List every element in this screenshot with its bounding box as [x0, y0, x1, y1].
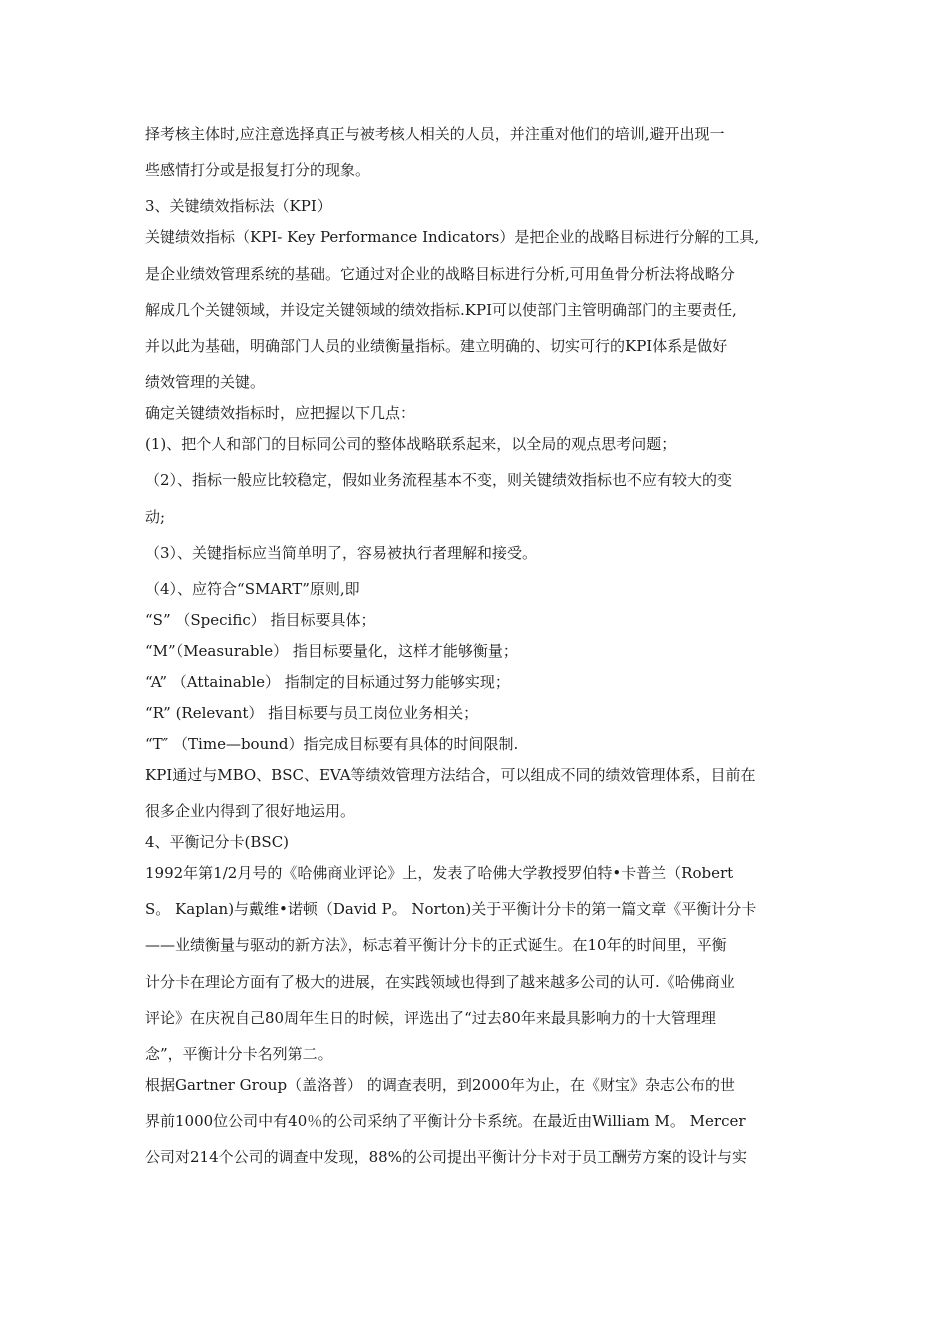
paragraph-line: 公司对214个公司的调查中发现，88%的公司提出平衡计分卡对于员工酬劳方案的设计与实: [145, 1148, 747, 1167]
paragraph-line: 很多企业内得到了很好地运用。: [145, 802, 356, 821]
smart-item-s: “S” （Specific） 指目标要具体；: [145, 610, 376, 629]
paragraph-line: 绩效管理的关键。: [145, 373, 266, 392]
paragraph-line: 些感情打分或是报复打分的现象。: [145, 161, 371, 180]
paragraph-line: 界前1000位公司中有40％的公司采纳了平衡计分卡系统。在最近由William M。 Mercer: [145, 1112, 746, 1131]
list-item: （2）、指标一般应比较稳定，假如业务流程基本不变，则关键绩效指标也不应有较大的变: [145, 471, 733, 490]
list-item: （3）、关键指标应当简单明了，容易被执行者理解和接受。: [145, 543, 538, 562]
paragraph-line: S。 Kaplan)与戴维•诺顿（David P。 Norton)关于平衡计分卡的第一篇文章《平衡计分卡: [145, 900, 757, 919]
smart-item-r: “R” (Relevant） 指目标要与员工岗位业务相关；: [145, 703, 479, 722]
document-page: [145, 122, 825, 1182]
paragraph-line: ——业绩衡量与驱动的新方法》，标志着平衡计分卡的正式诞生。在10年的时间里，平衡: [145, 936, 727, 955]
paragraph-line: 念”，平衡计分卡名列第二。: [145, 1045, 333, 1063]
smart-item-a: “A” （Attainable） 指制定的目标通过努力能够实现；: [145, 672, 510, 691]
paragraph-line: 是企业绩效管理系统的基础。它通过对企业的战略目标进行分析,可用鱼骨分析法将战略分: [145, 264, 735, 283]
smart-item-m: “M”（Measurable） 指目标要量化，这样才能够衡量；: [145, 641, 518, 660]
paragraph-line: KPI通过与MBO、BSC、EVA等绩效管理方法结合，可以组成不同的绩效管理体系，目前在: [145, 765, 756, 784]
paragraph-line: 根据Gartner Group（盖洛普） 的调查表明，到2000年为止，在《财宝》杂志公布的世: [145, 1076, 735, 1094]
paragraph-line: 解成几个关键领域，并设定关键领域的绩效指标.KPI可以使部门主管明确部门的主要责任,: [145, 300, 737, 319]
paragraph-line: 关键绩效指标（KPI- Key Performance Indicators）是把企业的战略目标进行分解的工具,: [145, 228, 760, 247]
list-item-continuation: 动;: [145, 507, 166, 526]
paragraph-line: 计分卡在理论方面有了极大的进展，在实践领域也得到了越来越多公司的认可.《哈佛商业: [145, 972, 735, 991]
paragraph-line: 择考核主体时,应注意选择真正与被考核人相关的人员，并注重对他们的培训,避开出现一: [145, 125, 725, 143]
section-heading-bsc: 4、平衡记分卡(BSC): [145, 833, 290, 852]
list-item: (1)、把个人和部门的目标同公司的整体战略联系起来，以全局的观点思考问题；: [145, 435, 677, 454]
paragraph-line: 确定关键绩效指标时，应把握以下几点：: [145, 404, 416, 423]
smart-item-t: “T″ （Time—bound）指完成目标要有具体的时间限制.: [145, 734, 519, 753]
section-heading-kpi: 3、关键绩效指标法（KPI）: [145, 197, 332, 216]
list-item: （4）、应符合“SMART”原则,即: [145, 579, 360, 598]
paragraph-line: 1992年第1/2月号的《哈佛商业评论》上，发表了哈佛大学教授罗伯特•卡普兰（Robert: [145, 864, 734, 883]
paragraph-line: 并以此为基础，明确部门人员的业绩衡量指标。建立明确的、切实可行的KPI体系是做好: [145, 336, 728, 355]
paragraph-line: 评论》在庆祝自己80周年生日的时候，评选出了“过去80年来最具影响力的十大管理理: [145, 1008, 716, 1027]
